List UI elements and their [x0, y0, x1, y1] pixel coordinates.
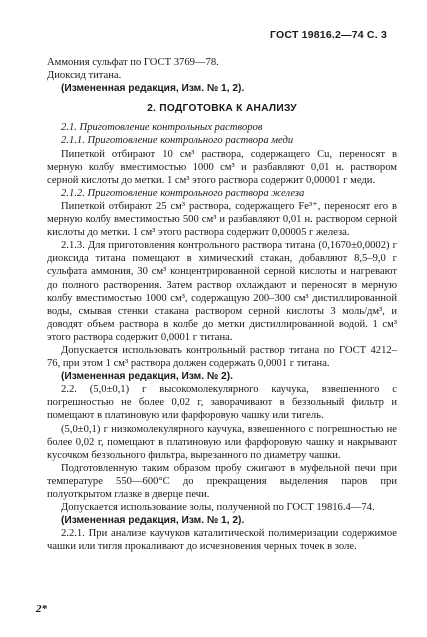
- paragraph: Подготовленную таким образом пробу сжигают в муфельной печи при температуре 550—600°С до прекращения выделения паров при полуоткрытом глазке в дверце печи.: [47, 462, 397, 500]
- reagent-line: Диоксид титана.: [47, 70, 122, 82]
- paragraph: Допускается использование золы, полученной по ГОСТ 19816.4—74.: [61, 502, 375, 514]
- paragraph: Пипеткой отбирают 25 см³ раствора, содержащего Fe³⁺, переносят его в мерную колбу вместимостью 500 см³ и разбавляют 0,01 н. раствором серной кислоты до метки. 1 см³ этого раствора содержит 0,00005 г железа.: [47, 200, 397, 239]
- revision-note: (Измененная редакция, Изм. № 1, 2).: [61, 515, 245, 527]
- revision-note: (Измененная редакция, Изм. № 2).: [61, 371, 233, 383]
- page-footer-mark: 2*: [36, 603, 47, 615]
- paragraph: 2.1.3. Для приготовления контрольного раствора титана (0,1670±0,0002) г диоксида титана помещают в химический стакан, добавляют 8,5–9,0 г сульфата аммония, 30 см³ концентрированной серной кислоты и нагревают до полного растворения. Затем раствор охлаждают и переносят в мерную колбу вместимостью 1000 см³, содержащую 200–300 см³ дистиллированной воды, смывая стенки стакана раствором серной кислоты 3 моль/дм³, и доводят объем раствора в колбе до метки дистиллированной водой. 1 см³ этого раствора содержит 0,0001 г титана.: [47, 240, 397, 343]
- paragraph: Пипеткой отбирают 10 см³ раствора, содержащего Cu, переносят в мерную колбу вместимостью 1000 см³ и разбавляют 0,01 н. раствором серной кислоты до метки. 1 см³ этого раствора содержит 0,00001 г меди.: [47, 148, 397, 186]
- subsection-heading: 2.1. Приготовление контрольных растворов: [61, 122, 263, 134]
- paragraph: 2.2. (5,0±0,1) г высокомолекулярного каучука, взвешенного с погрешностью не более 0,02 г, заворачивают в беззольный фильтр и помещают в платиновую или фарфоровую чашку или тигель.: [47, 384, 397, 422]
- revision-note: (Измененная редакция, Изм. № 1, 2).: [61, 83, 245, 95]
- section-heading: 2. ПОДГОТОВКА К АНАЛИЗУ: [147, 103, 297, 115]
- paragraph: Допускается использовать контрольный раствор титана по ГОСТ 4212–76, при этом 1 см³ раствора должен содержать 0,0001 г титана.: [47, 344, 397, 370]
- subsection-heading: 2.1.1. Приготовление контрольного раствора меди: [61, 135, 294, 147]
- page-header: ГОСТ 19816.2—74 С. 3: [270, 29, 387, 41]
- paragraph: (5,0±0,1) г низкомолекулярного каучука, взвешенного с погрешностью не более 0,02 г, помещают в платиновую или фарфоровую чашку и накрывают кусочком беззольного фильтра, вырезанного по диаметру чашки.: [47, 423, 397, 461]
- subsection-heading: 2.1.2. Приготовление контрольного раствора железа: [61, 187, 305, 199]
- paragraph: 2.2.1. При анализе каучуков каталитической полимеризации содержимое чашки или тигля прокаливают до исчезновения черных точек в золе.: [47, 528, 397, 553]
- document-body: [47, 56, 397, 553]
- reagent-line: Аммония сульфат по ГОСТ 3769—78.: [47, 57, 219, 68]
